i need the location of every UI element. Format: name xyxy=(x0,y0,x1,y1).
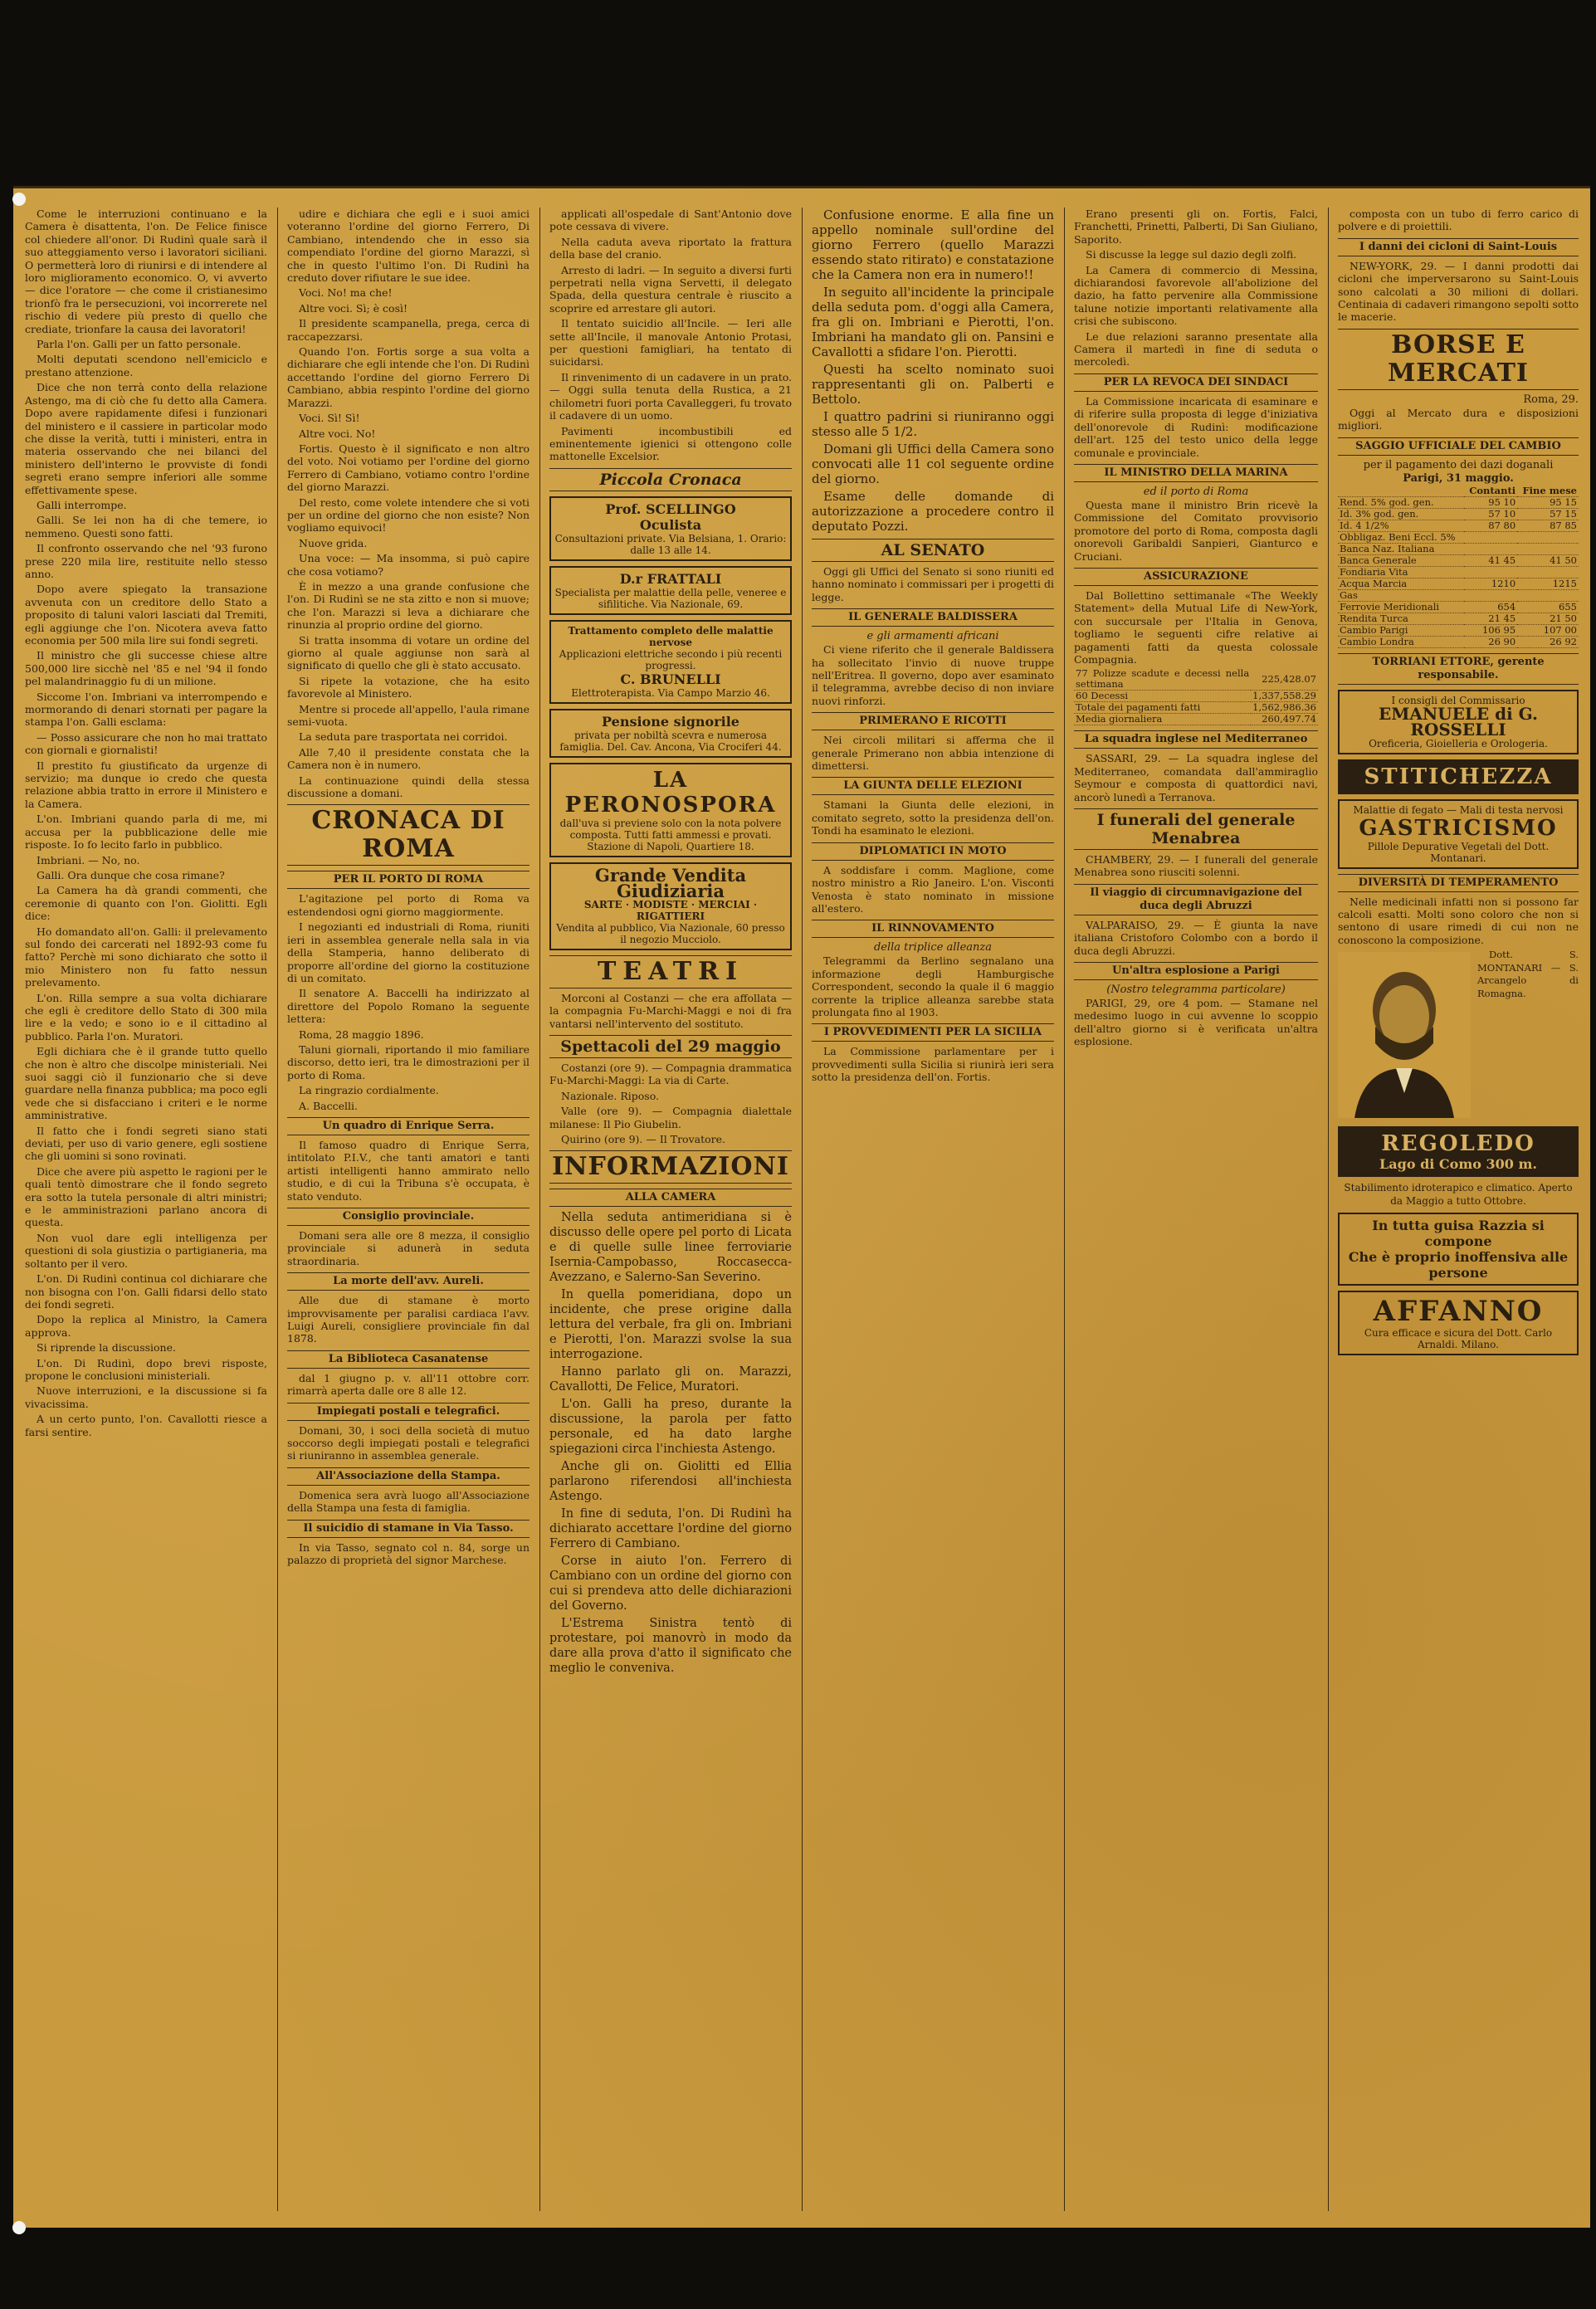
table-cell: Totale dei pagamenti fatti xyxy=(1074,702,1251,714)
informazioni-subtitle: ALLA CAMERA xyxy=(549,1189,792,1207)
table-cell xyxy=(1464,589,1517,601)
viaggio-title: Il viaggio di circumnavigazione del duca degli Abruzzi xyxy=(1074,884,1318,915)
ad-title: REGOLEDO xyxy=(1381,1131,1535,1157)
paragraph: Altre voci. No! xyxy=(299,427,376,440)
marina-subtitle: ed il porto di Roma xyxy=(1143,485,1249,498)
borse-table xyxy=(1338,486,1579,648)
table-cell: 41 50 xyxy=(1517,554,1579,566)
table-row xyxy=(1074,714,1318,725)
table-cell: Fondiaria Vita xyxy=(1338,566,1464,578)
table-row xyxy=(1074,691,1318,702)
section-text: In via Tasso, segnato col n. 84, sorge un palazzo di proprietà del signor Marchese. xyxy=(287,1540,530,1567)
giunta-text: Stamani la Giunta delle elezioni, in comitato segreto, sotto la presidenza dell'on. Tondi ha esaminato le elezioni. xyxy=(812,798,1054,837)
ad-title: C. BRUNELLI xyxy=(620,671,721,687)
paragraph: I negozianti ed industriali di Roma, riuniti ieri in assemblea generale nella sala in via della Stamperia, hanno deliberato di proporre all'ordine del giorno la costituzione di un comitato. xyxy=(287,920,530,984)
paragraph: Le due relazioni saranno presentate alla Camera il martedì in fine di seduta o mercoledì. xyxy=(1074,330,1318,369)
teatri-text: Morconi al Costanzi — che era affollata — la compagnia Fu-Marchi-Maggi e noi di fra vantarsi nell'intervento del sostituto. xyxy=(549,991,792,1030)
table-cell: Id. 3% god. gen. xyxy=(1338,508,1464,520)
column-3-body xyxy=(549,207,792,463)
ad-title: In tutta guisa Razzia si compone xyxy=(1372,1218,1545,1250)
ad-title: Pensione signorile xyxy=(602,713,739,730)
paragraph: L'agitazione pel porto di Roma va estendendosi ogni giorno maggiormente. xyxy=(287,892,530,918)
paragraph: Arresto di ladri. — In seguito a diversi furti perpetrati nella vigna Servetti, il delegato Spada, della questura centrale è riuscito a scoprire ed arrestare gli autori. xyxy=(549,263,792,315)
ad-text: Applicazioni elettriche secondo i più recenti progressi. xyxy=(559,647,783,671)
ad-subtitle: Lago di Como 300 m. xyxy=(1379,1156,1537,1173)
column-separator xyxy=(1064,207,1065,2211)
section-text: Il famoso quadro di Enrique Serra, intitolato P.I.V., che tanti amatori e tanti artisti intelligenti hanno ammirato nello studio, e di cui la Tribuna s'è occupata, è stato venduto. xyxy=(287,1138,530,1203)
table-row xyxy=(1338,578,1579,589)
paragraph: Esame delle domande di autorizzazione a procedere contro il deputato Pozzi. xyxy=(812,489,1054,534)
paragraph: Fortis. Questo è il significato e non altro del voto. Noi votiamo per l'ordine del giorno Ferrero di Cambiano, votiamo contro l'ordine del giorno Marazzi. xyxy=(287,442,530,494)
scan-hole-bottom xyxy=(12,2221,26,2234)
table-cell: 1,562,986.36 xyxy=(1252,701,1316,714)
ad-brunelli xyxy=(549,620,792,704)
table-cell: 95 10 xyxy=(1464,496,1517,508)
section-text: dal 1 giugno p. v. all'11 ottobre corr. rimarrà aperta dalle ore 8 alle 12. xyxy=(287,1371,530,1398)
paragraph: Il prestito fu giustificato da urgenze di servizio; ma dunque io credo che questa relazione abbia tratto in errore il Ministero e la Camera. xyxy=(25,759,267,810)
table-row xyxy=(1338,624,1579,636)
ad-regoledo xyxy=(1338,1126,1579,1177)
ad-title: Prof. SCELLINGO xyxy=(605,500,736,517)
paragraph: Nuove grida. xyxy=(299,536,368,549)
paragraph: L'Estrema Sinistra tentò di protestare, poi manovrò in modo da dare alla prova d'atto il significato che meglio le conveniva. xyxy=(549,1617,792,1676)
ad-subtitle: Che è proprio inoffensiva alle persone xyxy=(1348,1249,1569,1281)
table-cell: 21 45 xyxy=(1464,613,1517,624)
paragraph: Si riprende la discussione. xyxy=(37,1341,176,1355)
table-cell: 57 15 xyxy=(1517,508,1579,520)
marina-title: IL MINISTRO DELLA MARINA xyxy=(1074,464,1318,482)
squadra-text: SASSARI, 29. — La squadra inglese del Mediterraneo, comandata dall'ammiraglio Seymour e composta di quattordici navi, ancorò lunedì a Terranova. xyxy=(1074,752,1318,803)
paragraph: Parla l'on. Galli per un fatto personale. xyxy=(37,338,242,351)
ad-text: privata per nobiltà scevra e numerosa famiglia. Del. Cav. Ancona, Via Crociferi 44. xyxy=(559,729,782,753)
table-row xyxy=(1338,613,1579,624)
table-cell: Banca Generale xyxy=(1338,554,1464,566)
ad-sanita xyxy=(1338,1213,1579,1286)
paragraph: Galli interrompe. xyxy=(37,498,127,511)
paragraph: La Camera di commercio di Messina, dichiarandosi favorevole all'abolizione del dazio, ha fatto pervenire alla Commissione talune notizie importanti relativamente alla crisi che subiscono. xyxy=(1074,263,1318,328)
column-3 xyxy=(543,207,798,2211)
table-row xyxy=(1338,496,1579,508)
rinnovamento-text: Telegrammi da Berlino segnalano una informazione degli Hamburgische Correspondent, secondo la quale il 6 maggio corrente la triplice alleanza sarebbe stata prolungata fino al 1903. xyxy=(812,954,1054,1018)
ad-affanno xyxy=(1338,1291,1579,1355)
paragraph: Non vuol dare egli intelligenza per questioni di sola giustizia o partigianeria, ma soltanto per il vero. xyxy=(25,1231,267,1270)
section-heading: Un quadro di Enrique Serra. xyxy=(287,1117,530,1135)
column-2-body xyxy=(287,207,530,799)
portrait-caption: Dott. S. MONTANARI — S. Arcangelo di Romagna. xyxy=(1477,949,1579,999)
column-6 xyxy=(1331,207,1585,2211)
ad-gastricismo xyxy=(1338,799,1579,869)
paragraph: Costanzi (ore 9). — Compagnia drammatica Fu-Marchi-Maggi: La via di Carte. xyxy=(549,1061,792,1087)
portrait-engraving xyxy=(1338,952,1471,1118)
squadra-title: La squadra inglese nel Mediterraneo xyxy=(1074,730,1318,749)
paragraph: La ringrazio cordialmente. xyxy=(299,1084,439,1097)
paragraph: Una voce: — Ma insomma, si può capire che cosa votiamo? xyxy=(287,552,530,578)
table-cell: 60 Decessi xyxy=(1074,691,1251,702)
table-cell: 1210 xyxy=(1464,578,1517,589)
paragraph: A. Baccelli. xyxy=(299,1099,358,1112)
borse-subtitle: Roma, 29. xyxy=(1523,393,1579,406)
paragraph: L'on. Rilla sempre a sua volta dichiarare che egli è creditore dello Stato di 300 mila lire e la vedo; e sono io e il cittadino al pubblico. Parla l'on. Muratori. xyxy=(25,991,267,1042)
column-4-body xyxy=(812,207,1054,534)
paragraph: Questi ha scelto nominato suoi rappresentanti gli on. Palberti e Bettolo. xyxy=(812,362,1054,407)
paragraph: Dopo avere spiegato la transazione avvenuta con un creditore dello Stato a proposito di taluni valori lasciati dal Tremiti, egli aggiunge che l'on. Nicotera aveva fatto economia per 500 mila lire sui fondi segreti. xyxy=(25,583,267,647)
table-cell: 26 90 xyxy=(1464,636,1517,647)
ad-subtitle: SARTE · MODISTE · MERCIAI · RIGATTIERI xyxy=(583,898,758,922)
table-row xyxy=(1338,566,1579,578)
table-cell: Rend. 5% god. gen. xyxy=(1338,496,1464,508)
top-rule xyxy=(13,186,1590,188)
ad-peronospora xyxy=(549,763,792,857)
column-1 xyxy=(18,207,274,2211)
table-cell xyxy=(1517,531,1579,543)
paragraph: In quella pomeridiana, dopo un incidente, che prese origine dalla lettura del verbale, fra gli on. Imbriani e Pierotti, l'on. Marazzi svolse la sua interrogazione. xyxy=(549,1288,792,1362)
cicloni-title: I danni dei cicloni di Saint-Louis xyxy=(1338,238,1579,256)
table-header-cell xyxy=(1338,486,1464,497)
paragraph: Molti deputati scendono nell'emiciclo e prestano attenzione. xyxy=(25,353,267,378)
torriani-line: TORRIANI ETTORE, gerente responsabile. xyxy=(1338,653,1579,685)
parigi-cambio: Parigi, 31 maggio. xyxy=(1403,471,1514,485)
primerano-title: PRIMERANO E RICOTTI xyxy=(812,712,1054,730)
table-header-cell: Fine mese xyxy=(1517,486,1579,497)
paragraph: Domani gli Uffici della Camera sono convocati alle 11 col seguente ordine del giorno. xyxy=(812,442,1054,486)
paragraph: Valle (ore 9). — Compagnia dialettale milanese: Il Pio Giubelin. xyxy=(549,1105,792,1130)
paragraph: Dice che non terrà conto della relazione Astengo, ma di ciò che fu detto alla Camera. Dopo avere rapidamente difesi i funzionari del ministero e il cassiere in particolar modo che disse la verità, tutti i ministeri, entra in materia osservando che nei bilanci del ministero dell'interno le provviste di fondi segreti erano sempre inferiori alle somme effettivamente spese. xyxy=(25,381,267,496)
table-cell: 95 15 xyxy=(1517,496,1579,508)
table-cell: 87 80 xyxy=(1464,520,1517,531)
paragraph: Il fatto che i fondi segreti siano stati deviati, per uso di vario genere, egli sostiene che gli uomini si sono rovinati. xyxy=(25,1124,267,1163)
informazioni-title: INFORMAZIONI xyxy=(549,1150,792,1184)
section-text: Domenica sera avrà luogo all'Associazione della Stampa una festa di famiglia. xyxy=(287,1488,530,1515)
paragraph: La seduta pare trasportata nei corridoi. xyxy=(299,730,508,744)
section-heading: Il suicidio di stamane in Via Tasso. xyxy=(287,1520,530,1538)
borse-title: BORSE E MERCATI xyxy=(1338,329,1579,390)
piccola-cronaca-title: Piccola Cronaca xyxy=(549,468,792,491)
paragraph: In fine di seduta, l'on. Di Rudinì ha dichiarato accettare l'ordine del giorno Ferrero di Cambiano. xyxy=(549,1507,792,1551)
spettacoli-title: Spettacoli del 29 maggio xyxy=(549,1035,792,1058)
paragraph: Dopo la replica al Ministro, la Camera approva. xyxy=(25,1313,267,1339)
paragraph: Confusione enorme. E alla fine un appello nominale sull'ordine del giorno Ferrero (quello Marazzi essendo stato ritirato) e constatazione che la Camera non era in numero!! xyxy=(812,207,1054,282)
paragraph: Mentre si procede all'appello, l'aula rimane semi-vuota. xyxy=(287,702,530,729)
paragraph: Nazionale. Riposo. xyxy=(561,1089,659,1102)
table-cell: 21 50 xyxy=(1517,613,1579,624)
table-cell: Rendita Turca xyxy=(1338,613,1464,624)
parigi-title: Un'altra esplosione a Parigi xyxy=(1074,962,1318,980)
table-cell: Gas xyxy=(1338,589,1464,601)
section-heading: La Biblioteca Casanatense xyxy=(287,1350,530,1369)
paragraph: — Posso assicurare che non ho mai trattato con giornali e giornalisti! xyxy=(25,730,267,757)
table-cell: 225,428.07 xyxy=(1251,668,1318,691)
table-cell: 57 10 xyxy=(1464,508,1517,520)
column-5 xyxy=(1067,207,1325,2211)
ad-text: Pillole Depurative Vegetali del Dott. Montanari. xyxy=(1367,840,1550,864)
saggio-title: SAGGIO UFFICIALE DEL CAMBIO xyxy=(1338,437,1579,456)
funerali-text: CHAMBERY, 29. — I funerali del generale Menabrea sono riusciti solenni. xyxy=(1074,853,1318,879)
rinnovamento-title: IL RINNOVAMENTO xyxy=(812,920,1054,938)
ad-text: Oreficeria, Gioielleria e Orologeria. xyxy=(1369,737,1548,749)
section-heading: Impiegati postali e telegrafici. xyxy=(287,1403,530,1421)
senato-text: Oggi gli Uffici del Senato si sono riuniti ed hanno nominato i commissari per i progetti di legge. xyxy=(812,565,1054,603)
section-heading: Consiglio provinciale. xyxy=(287,1208,530,1226)
ad-scellingo xyxy=(549,496,792,561)
ad-text: Specialista per malattie della pelle, veneree e sifilitiche. Via Nazionale, 69. xyxy=(554,586,787,610)
senato-title: AL SENATO xyxy=(812,539,1054,562)
table-cell: 87 85 xyxy=(1517,520,1579,531)
paragraph: L'on. Di Rudinì continua col dichiarare che non bisogna con l'on. Galli fidarsi dello stato dei fondi segreti. xyxy=(25,1272,267,1311)
generale-text: Ci viene riferito che il generale Baldissera ha sollecitato l'invio di nuove truppe nell'Eritrea. Il governo, dopo aver esaminato il telegramma, avrebbe deciso di non inviare nuovi rinforzi. xyxy=(812,643,1054,707)
teatri-title: TEATRI xyxy=(549,955,792,989)
ad-rosselli xyxy=(1338,690,1579,754)
table-row xyxy=(1338,589,1579,601)
paragraph: Hanno parlato gli on. Marazzi, Cavallotti, De Felice, Muratori. xyxy=(549,1365,792,1394)
ad-title: LA PERONOSPORA xyxy=(564,767,777,818)
table-cell: Cambio Parigi xyxy=(1338,624,1464,636)
paragraph: In seguito all'incidente la principale della seduta pom. d'oggi alla Camera, fra gli on. Imbriani e Pierotti, l'on. Imbriani ha mandato gli on. Pansini e Cavallotti a sfidare l'on. Pierotti. xyxy=(812,285,1054,359)
paragraph: Il senatore A. Baccelli ha indirizzato al direttore del Popolo Romano la seguente lettera: xyxy=(287,987,530,1026)
parigi-subtitle: (Nostro telegramma particolare) xyxy=(1106,984,1286,997)
column-separator xyxy=(539,207,540,2211)
newspaper-page xyxy=(13,186,1590,2228)
primerano-text: Nei circoli militari si afferma che il generale Primerano non abbia intenzione di dimettersi. xyxy=(812,734,1054,773)
revoca-title: PER LA REVOCA DEI SINDACI xyxy=(1074,373,1318,392)
paragraph: Alle 7,40 il presidente constata che la Camera non è in numero. xyxy=(287,745,530,772)
table-row xyxy=(1338,554,1579,566)
section-text: Domani, 30, i soci della società di mutuo soccorso degli impiegati postali e telegrafici si riuniranno in assemblea generale. xyxy=(287,1423,530,1462)
paragraph: L'on. Imbriani quando parla di me, mi accusa per la pubblicazione delle mie risposte. Io fo lecito farlo in pubblico. xyxy=(25,813,267,852)
column-2 xyxy=(281,207,536,2211)
paragraph: Il ministro che gli successe chiese altre 500,000 lire sicchè nel '85 e nel '94 il fondo pel malandrinaggio fu di un milione. xyxy=(25,649,267,688)
paragraph: Erano presenti gli on. Fortis, Falci, Franchetti, Prinetti, Palberti, Di San Giuliano, Saporito. xyxy=(1074,207,1318,246)
ad-text: Cura efficace e sicura del Dott. Carlo Arnaldi. Milano. xyxy=(1364,1327,1553,1351)
ad-text: Vendita al pubblico, Via Nazionale, 60 presso il negozio Mucciolo. xyxy=(556,921,785,945)
saggio-text: per il pagamento dei dazi doganali xyxy=(1363,458,1554,471)
table-cell xyxy=(1464,531,1517,543)
paragraph: Altre voci. Sì; è così! xyxy=(299,301,408,315)
paragraph: Il tentato suicidio all'Incile. — Ieri alle sette all'Incile, il manovale Antonio Protasi, per questioni famigliari, ha tentato di suicidarsi. xyxy=(549,317,792,369)
paragraph: Egli dichiara che è il grande tutto quello che non è altro che discolpe ministeriali. Nei suoi saggi ciò il funzionario che si deve guardare nella finanza pubblica; ma poco egli vede che si disfacciano i criteri e le norme amministrative. xyxy=(25,1045,267,1122)
column-4 xyxy=(805,207,1061,2211)
column-5-body xyxy=(1074,207,1318,369)
ad-subtitle: Malattie di fegato — Mali di testa nervosi xyxy=(1353,803,1564,816)
column-separator xyxy=(802,207,803,2211)
paragraph: La continuazione quindi della stessa discussione a domani. xyxy=(287,774,530,800)
assicurazione-text: Dal Bollettino settimanale «The Weekly Statement» della Mutual Life di New-York, con succursale per l'Italia in Genova, togliamo le seguenti cifre relative ai pagamenti fatti da questa colossale Compagnia. xyxy=(1074,588,1318,666)
table-cell: 260,497.74 xyxy=(1251,714,1318,725)
giunta-title: LA GIUNTA DELLE ELEZIONI xyxy=(812,777,1054,795)
sicilia-text: La Commissione parlamentare per i provvedimenti sulla Sicilia si riunirà ieri sera sotto la presidenza dell'on. Fortis. xyxy=(812,1045,1054,1084)
paragraph: Quirino (ore 9). — Il Trovatore. xyxy=(561,1132,725,1145)
table-row xyxy=(1338,636,1579,647)
table-row xyxy=(1338,508,1579,520)
table-cell: 654 xyxy=(1464,601,1517,613)
paragraph: Roma, 28 maggio 1896. xyxy=(299,1028,424,1041)
ad-title: GASTRICISMO xyxy=(1359,815,1558,841)
diplomatici-text: A soddisfare i comm. Maglione, come nostro ministro a Rio Janeiro. L'on. Visconti Venosta è stato nominato in missione all'estero. xyxy=(812,863,1054,915)
paragraph: Galli. Se lei non ha di che temere, io nemmeno. Questi sono fatti. xyxy=(25,514,267,539)
table-row xyxy=(1338,601,1579,613)
table-header-row xyxy=(1338,486,1579,497)
column-6-top-text: composta con un tubo di ferro carico di polvere e di proiettili. xyxy=(1338,207,1579,233)
section-heading: La morte dell'avv. Aureli. xyxy=(287,1272,530,1291)
ad-grande-vendita xyxy=(549,862,792,950)
paragraph: L'on. Di Rudinì, dopo brevi risposte, propone le conclusioni ministeriali. xyxy=(25,1356,267,1382)
viaggio-text: VALPARAISO, 29. — È giunta la nave italiana Cristoforo Colombo con a bordo il duca degli Abruzzi. xyxy=(1074,918,1318,957)
paragraph: Il presidente scampanella, prega, cerca di raccapezzarsi. xyxy=(287,317,530,343)
paragraph: Si tratta insomma di votare un ordine del giorno al quale aggiunse non sarà al significato di quello che gli è stato accusato. xyxy=(287,633,530,672)
table-cell xyxy=(1464,566,1517,578)
marina-text: Questa mane il ministro Brin ricevè la Commissione del Comitato provvisorio promotore del porto di Roma, composta dagli onorevoli Garibaldi Sanpieri, Gianturco e Cruciani. xyxy=(1074,498,1318,563)
ad-title: D.r FRATTALI xyxy=(619,570,722,587)
paragraph: applicati all'ospedale di Sant'Antonio dove pote cessava di vivere. xyxy=(549,207,792,233)
spettacoli-list xyxy=(549,1062,792,1145)
generale-title: IL GENERALE BALDISSERA xyxy=(812,608,1054,627)
paragraph: Siccome l'on. Imbriani va interrompendo e mormorando di denari stornati per pagare la stampa l'on. Galli esclama: xyxy=(25,690,267,729)
generale-subtitle: e gli armamenti africani xyxy=(866,630,999,643)
table-cell: 1215 xyxy=(1517,578,1579,589)
table-cell: 107 00 xyxy=(1517,624,1579,636)
table-cell xyxy=(1517,543,1579,554)
table-cell xyxy=(1517,566,1579,578)
table-cell xyxy=(1517,589,1579,601)
table-cell: Obbligaz. Beni Eccl. 5% xyxy=(1338,531,1464,543)
sicilia-title: I PROVVEDIMENTI PER LA SICILIA xyxy=(812,1023,1054,1042)
diplomatici-title: DIPLOMATICI IN MOTO xyxy=(812,842,1054,861)
informazioni-body xyxy=(549,1210,792,1676)
paragraph: Pavimenti incombustibili ed eminentemente igienici si ottengono colle mattonelle Excelsior. xyxy=(549,424,792,463)
table-cell: Ferrovie Meridionali xyxy=(1338,601,1464,613)
cronaca-body xyxy=(287,892,530,1112)
paragraph: Il rinvenimento di un cadavere in un prato. — Oggi sulla tenuta della Rustica, a 21 chilometri fuori porta Cavalleggeri, fu trovato il cadavere di un uomo. xyxy=(549,370,792,422)
paragraph: Corse in aiuto l'on. Ferrero di Cambiano con un ordine del giorno con cui si prendeva atto delle dichiarazioni del Governo. xyxy=(549,1555,792,1613)
table-cell: Id. 4 1/2% xyxy=(1338,520,1464,531)
column-separator xyxy=(1328,207,1329,2211)
borse-text: Oggi al Mercato dura e disposizioni migliori. xyxy=(1338,406,1579,432)
portrait-block xyxy=(1338,949,1579,1121)
parigi-text: PARIGI, 29, ore 4 pom. — Stamane nel medesimo luogo in cui avvenne lo scoppio dell'altro giorno si è verificata un'altra esplosione. xyxy=(1074,997,1318,1048)
table-cell xyxy=(1464,543,1517,554)
section-heading: All'Associazione della Stampa. xyxy=(287,1467,530,1486)
table-row xyxy=(1074,668,1318,691)
ad-title: Grande Vendita Giudiziaria xyxy=(594,864,747,901)
cronaca-subtitle: PER IL PORTO DI ROMA xyxy=(287,871,530,889)
table-cell: 26 92 xyxy=(1517,636,1579,647)
table-cell: Banca Naz. Italiana xyxy=(1338,543,1464,554)
table-header-cell: Contanti xyxy=(1464,486,1517,497)
scan-hole-top xyxy=(12,193,26,206)
ad-title: Trattamento completo delle malattie nervose xyxy=(568,624,774,648)
paragraph: Il confronto osservando che nel '93 furono prese 220 mila lire, restituite nello stesso anno. xyxy=(25,542,267,580)
paragraph: Ho domandato all'on. Galli: il prelevamento sul fondo dei carcerati nel 1892-93 come fu fatto? Perchè mi sono dichiarato che sotto il mio Ministero non fu fatto nessun prelevamento. xyxy=(25,925,267,989)
ad-title: STITICHEZZA xyxy=(1364,764,1553,789)
ad-text: Consultazioni private. Via Belsiana, 1. Orario: dalle 13 alle 14. xyxy=(554,532,787,556)
paragraph: Nuove interruzioni, e la discussione si fa vivacissima. xyxy=(25,1384,267,1410)
table-cell: 41 45 xyxy=(1464,554,1517,566)
paragraph: Voci. No! ma che! xyxy=(299,286,393,300)
paragraph: Taluni giornali, riportando il mio familiare discorso, detto ieri, tra le dimostrazioni per il porto di Roma. xyxy=(287,1042,530,1081)
funerali-title: I funerali del generale Menabrea xyxy=(1074,808,1318,850)
paragraph: L'on. Galli ha preso, durante la discussione, la parola per fatto personale, ed ha dato larghe spiegazioni circa l'inchiesta Astengo. xyxy=(549,1398,792,1457)
table-cell: 655 xyxy=(1517,601,1579,613)
paragraph: I quattro padrini si riuniranno oggi stesso alle 5 1/2. xyxy=(812,409,1054,439)
ad-title: EMANUELE di G. ROSSELLI xyxy=(1378,703,1538,740)
paragraph: Voci. Sì! Sì! xyxy=(299,412,360,425)
table-row xyxy=(1338,520,1579,531)
ad-pensione xyxy=(549,709,792,758)
paragraph: Del resto, come volete intendere che si voti per un ordine del giorno che non esiste? Non vogliamo equivoci! xyxy=(287,495,530,535)
table-row xyxy=(1338,543,1579,554)
cicloni-text: NEW-YORK, 29. — I danni prodotti dai cicloni che imperversarono su Saint-Louis sono calcolati a 30 milioni di dollari. Centinaia di cadaveri rimangono sepolti sotto le macerie. xyxy=(1338,259,1579,324)
cronaca-title: CRONACA DI ROMA xyxy=(287,804,530,866)
diversita-title: DIVERSITÀ DI TEMPERAMENTO xyxy=(1338,874,1579,892)
revoca-text: La Commissione incaricata di esaminare e di riferire sulla proposta di legge d'iniziativa dell'onorevole di Rudinì: modificazione dell'art. 125 del testo unico della legge comunale e provinciale. xyxy=(1074,394,1318,459)
table-cell: Cambio Londra xyxy=(1338,636,1464,647)
table-row xyxy=(1074,702,1318,714)
paragraph: Nella caduta aveva riportato la frattura della base del cranio. xyxy=(549,235,792,261)
ad-stitichezza xyxy=(1338,759,1579,794)
table-cell: 106 95 xyxy=(1464,624,1517,636)
paragraph: Quando l'on. Fortis sorge a sua volta a dichiarare che egli intende che l'on. Di Rudinì accettando l'ordine del giorno Ferrero Di Cambiano, abbia respinto l'ordine del giorno Marazzi. xyxy=(287,345,530,409)
paragraph: Nella seduta antimeridiana si è discusso delle opere pel porto di Licata e di quelle sulle linee ferroviarie Isernia-Campobasso, Roccasecca-Avezzano, e Salerno-San Severino. xyxy=(549,1211,792,1285)
column-separator xyxy=(277,207,278,2211)
paragraph: È in mezzo a una grande confusione che l'on. Di Rudinì se ne sta zitto e non si muove; che l'on. Marazzi si leva a dichiarare che rinunzia al proprio ordine del giorno. xyxy=(287,579,530,632)
assicurazione-table xyxy=(1074,668,1318,725)
paragraph: Si ripete la votazione, che ha esito favorevole al Ministero. xyxy=(287,674,530,701)
table-cell: 1,337,558.29 xyxy=(1252,690,1316,702)
paragraph: udire e dichiara che egli e i suoi amici voteranno l'ordine del giorno Ferrero, Di Cambiano, intendendo che in esso sia compendiato l'ordine del giorno Marazzi, sì che in questo l'ultimo l'on. Di Rudinì ha creduto dover rifiutare le sue idee. xyxy=(287,207,530,285)
table-cell: 77 Polizze scadute e decessi nella settimana xyxy=(1076,667,1250,691)
paragraph: Si discusse la legge sul dazio degli zolfi. xyxy=(1086,248,1297,261)
ad-title: AFFANNO xyxy=(1373,1295,1544,1329)
assicurazione-title: ASSICURAZIONE xyxy=(1074,568,1318,586)
ad-subtitle: Oculista xyxy=(639,516,702,533)
diversita-text: Nelle medicinali infatti non si possono far calcoli esatti. Molti sono coloro che non si sentono di usare rimedi di cui non ne conoscono la composizione. xyxy=(1338,895,1579,946)
paragraph: Anche gli on. Giolitti ed Ellia parlarono riferendosi all'inchiesta Astengo. xyxy=(549,1460,792,1504)
table-row xyxy=(1338,531,1579,543)
regoledo-text: Stabilimento idroterapico e climatico. Aperto da Maggio a tutto Ottobre. xyxy=(1344,1182,1573,1207)
paragraph: Imbriani. — No, no. xyxy=(37,853,140,866)
paragraph: La Camera ha dà grandi commenti, che ceremonie di quanto con l'on. Giolitti. Egli dice: xyxy=(25,884,267,923)
section-text: Domani sera alle ore 8 mezza, il consiglio provinciale si adunerà in seduta straordinaria. xyxy=(287,1229,530,1267)
ad-text: Elettroterapista. Via Campo Marzio 46. xyxy=(571,686,770,699)
paragraph: Come le interruzioni continuano e la Camera è disattenta, l'on. De Felice finisce col chiedere all'onor. Di Rudinì quale sarà il suo atteggiamento verso i lavoratori siciliani. O permetterà loro di riunirsi e di intendere al loro miglioramento economico. O, vi avverto — dice l'oratore — che come il cristianesimo trionfò fra le persecuzioni, voi incorrerete nel rischio di vedere più presto di quello che crediate, trionfare la causa dei lavoratori! xyxy=(25,207,267,335)
table-cell: Acqua Marcia xyxy=(1338,578,1464,589)
ad-text: I consigli del Commissario xyxy=(1391,694,1525,706)
paragraph: A un certo punto, l'on. Cavallotti riesce a farsi sentire. xyxy=(25,1413,267,1438)
table-cell: Media giornaliera xyxy=(1074,714,1251,725)
section-text: Alle due di stamane è morto improvvisamente per paralisi cardiaca l'avv. Luigi Aureli, consigliere provinciale fin dal 1878. xyxy=(287,1294,530,1345)
ad-frattali xyxy=(549,566,792,615)
rinnovamento-subtitle: della triplice alleanza xyxy=(873,941,993,954)
ad-text: dall'uva si previene solo con la nota polvere composta. Tutti fatti ammessi e provati. Stazione di Napoli, Quartiere 18. xyxy=(559,817,782,852)
paragraph: Dice che avere più aspetto le ragioni per le quali tentò dimostrare che il fondo segreto era sotto la tutela personale di altri ministri; e le amministrazioni parlano ancora di questa. xyxy=(25,1164,267,1229)
paragraph: Galli. Ora dunque che cosa rimane? xyxy=(37,868,225,881)
